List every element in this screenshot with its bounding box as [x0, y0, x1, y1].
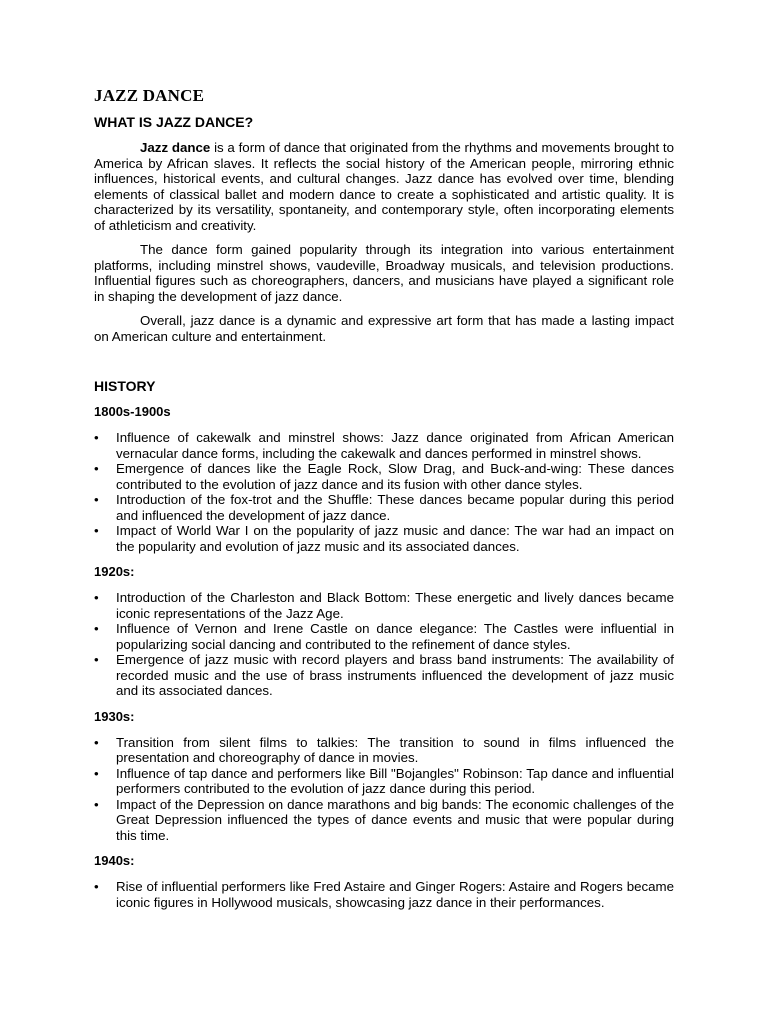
era-bullet-list: [94, 879, 674, 910]
bullet-icon: •: [94, 492, 99, 507]
list-item-text: Emergence of dances like the Eagle Rock, Slow Drag, and Buck-and-wing: These dances contributed to the evolution of jazz dance and its fusion with other dance styles.: [116, 461, 674, 492]
list-item: [94, 461, 674, 492]
list-item: [94, 766, 674, 797]
list-item-text: Impact of World War I on the popularity of jazz music and dance: The war had an impact on the popularity and evolution of jazz music and its associated dances.: [116, 523, 674, 554]
list-item-text: Transition from silent films to talkies: The transition to sound in films influenced the presentation and choreography of dance in movies.: [116, 734, 674, 765]
era-label: 1930s:: [94, 708, 135, 724]
list-item-text: Rise of influential performers like Fred Astaire and Ginger Rogers: Astaire and Rogers became iconic figures in Hollywood musicals, showcasing jazz dance in their performances.: [116, 879, 674, 910]
list-item-text: Introduction of the fox-trot and the Shuffle: These dances became popular during this period and influenced the development of jazz dance.: [116, 492, 674, 523]
bullet-icon: •: [94, 765, 99, 781]
history-era-3: [94, 853, 674, 910]
history-era-0: [94, 404, 674, 554]
list-item: [94, 430, 674, 461]
intro-heading: WHAT IS JAZZ DANCE?: [94, 114, 254, 130]
bullet-icon: •: [94, 461, 99, 476]
era-label: 1940s:: [94, 853, 135, 868]
history-heading: HISTORY: [94, 378, 156, 394]
intro-paragraph-2: The dance form gained popularity through its integration into various entertainment platforms, including minstrel shows, vaudeville, Broadway musicals, and television productions. Influential figures such as choreographers, dancers, and musicians have played a significant role in shaping the development of jazz dance.: [94, 242, 674, 304]
list-item: [94, 797, 674, 844]
bullet-icon: •: [94, 621, 99, 636]
list-item: [94, 492, 674, 523]
intro-paragraph-1: [94, 140, 674, 233]
bullet-icon: •: [94, 879, 99, 894]
era-bullet-list: [94, 590, 674, 699]
bullet-icon: •: [94, 523, 99, 538]
era-bullet-list: [94, 430, 674, 554]
list-item: [94, 523, 674, 554]
list-item-text: Influence of cakewalk and minstrel shows: Jazz dance originated from African American vernacular dance forms, including the cakewalk and dances performed in minstrel shows.: [116, 430, 674, 461]
history-era-2: [94, 709, 674, 844]
list-item: [94, 879, 674, 910]
list-item-text: Introduction of the Charleston and Black Bottom: These energetic and lively dances became iconic representations of the Jazz Age.: [116, 590, 674, 621]
intro-paragraph-1-text: is a form of dance that originated from the rhythms and movements brought to America by African slaves. It reflects the social history of the American people, mirroring ethnic influences, historical events, and cultural changes. Jazz dance has evolved over time, blending elements of classical ballet and modern dance to create a sophisticated and artistic quality. It is characterized by its versatility, spontaneity, and contemporary style, often incorporating elements of athleticism and creativity.: [94, 140, 675, 233]
era-label: 1800s-1900s: [94, 404, 171, 419]
list-item-text: Impact of the Depression on dance marathons and big bands: The economic challenges of the Great Depression influenced the types of dance events and music that were popular during this time.: [116, 796, 674, 843]
bullet-icon: •: [94, 430, 99, 445]
list-item: [94, 652, 674, 699]
intro-lead-term: Jazz dance: [140, 140, 211, 155]
bullet-icon: •: [94, 734, 99, 750]
era-bullet-list: [94, 735, 674, 844]
intro-paragraph-3: Overall, jazz dance is a dynamic and expressive art form that has made a lasting impact on American culture and entertainment.: [94, 313, 674, 344]
list-item: [94, 590, 674, 621]
era-label: 1920s:: [94, 564, 135, 579]
bullet-icon: •: [94, 796, 99, 812]
list-item-text: Influence of tap dance and performers like Bill "Bojangles" Robinson: Tap dance and influential performers contributed to the evolution of jazz dance during this period.: [116, 765, 674, 796]
bullet-icon: •: [94, 652, 99, 667]
bullet-icon: •: [94, 590, 99, 605]
list-item: [94, 621, 674, 652]
list-item: [94, 735, 674, 766]
history-era-1: [94, 564, 674, 699]
list-item-text: Emergence of jazz music with record players and brass band instruments: The availability of recorded music and the use of brass instruments influenced the development of jazz music and its associated dances.: [116, 652, 674, 698]
list-item-text: Influence of Vernon and Irene Castle on dance elegance: The Castles were influential in popularizing social dancing and contributed to the refinement of dance styles.: [116, 621, 674, 652]
document-title: JAZZ DANCE: [94, 86, 205, 105]
